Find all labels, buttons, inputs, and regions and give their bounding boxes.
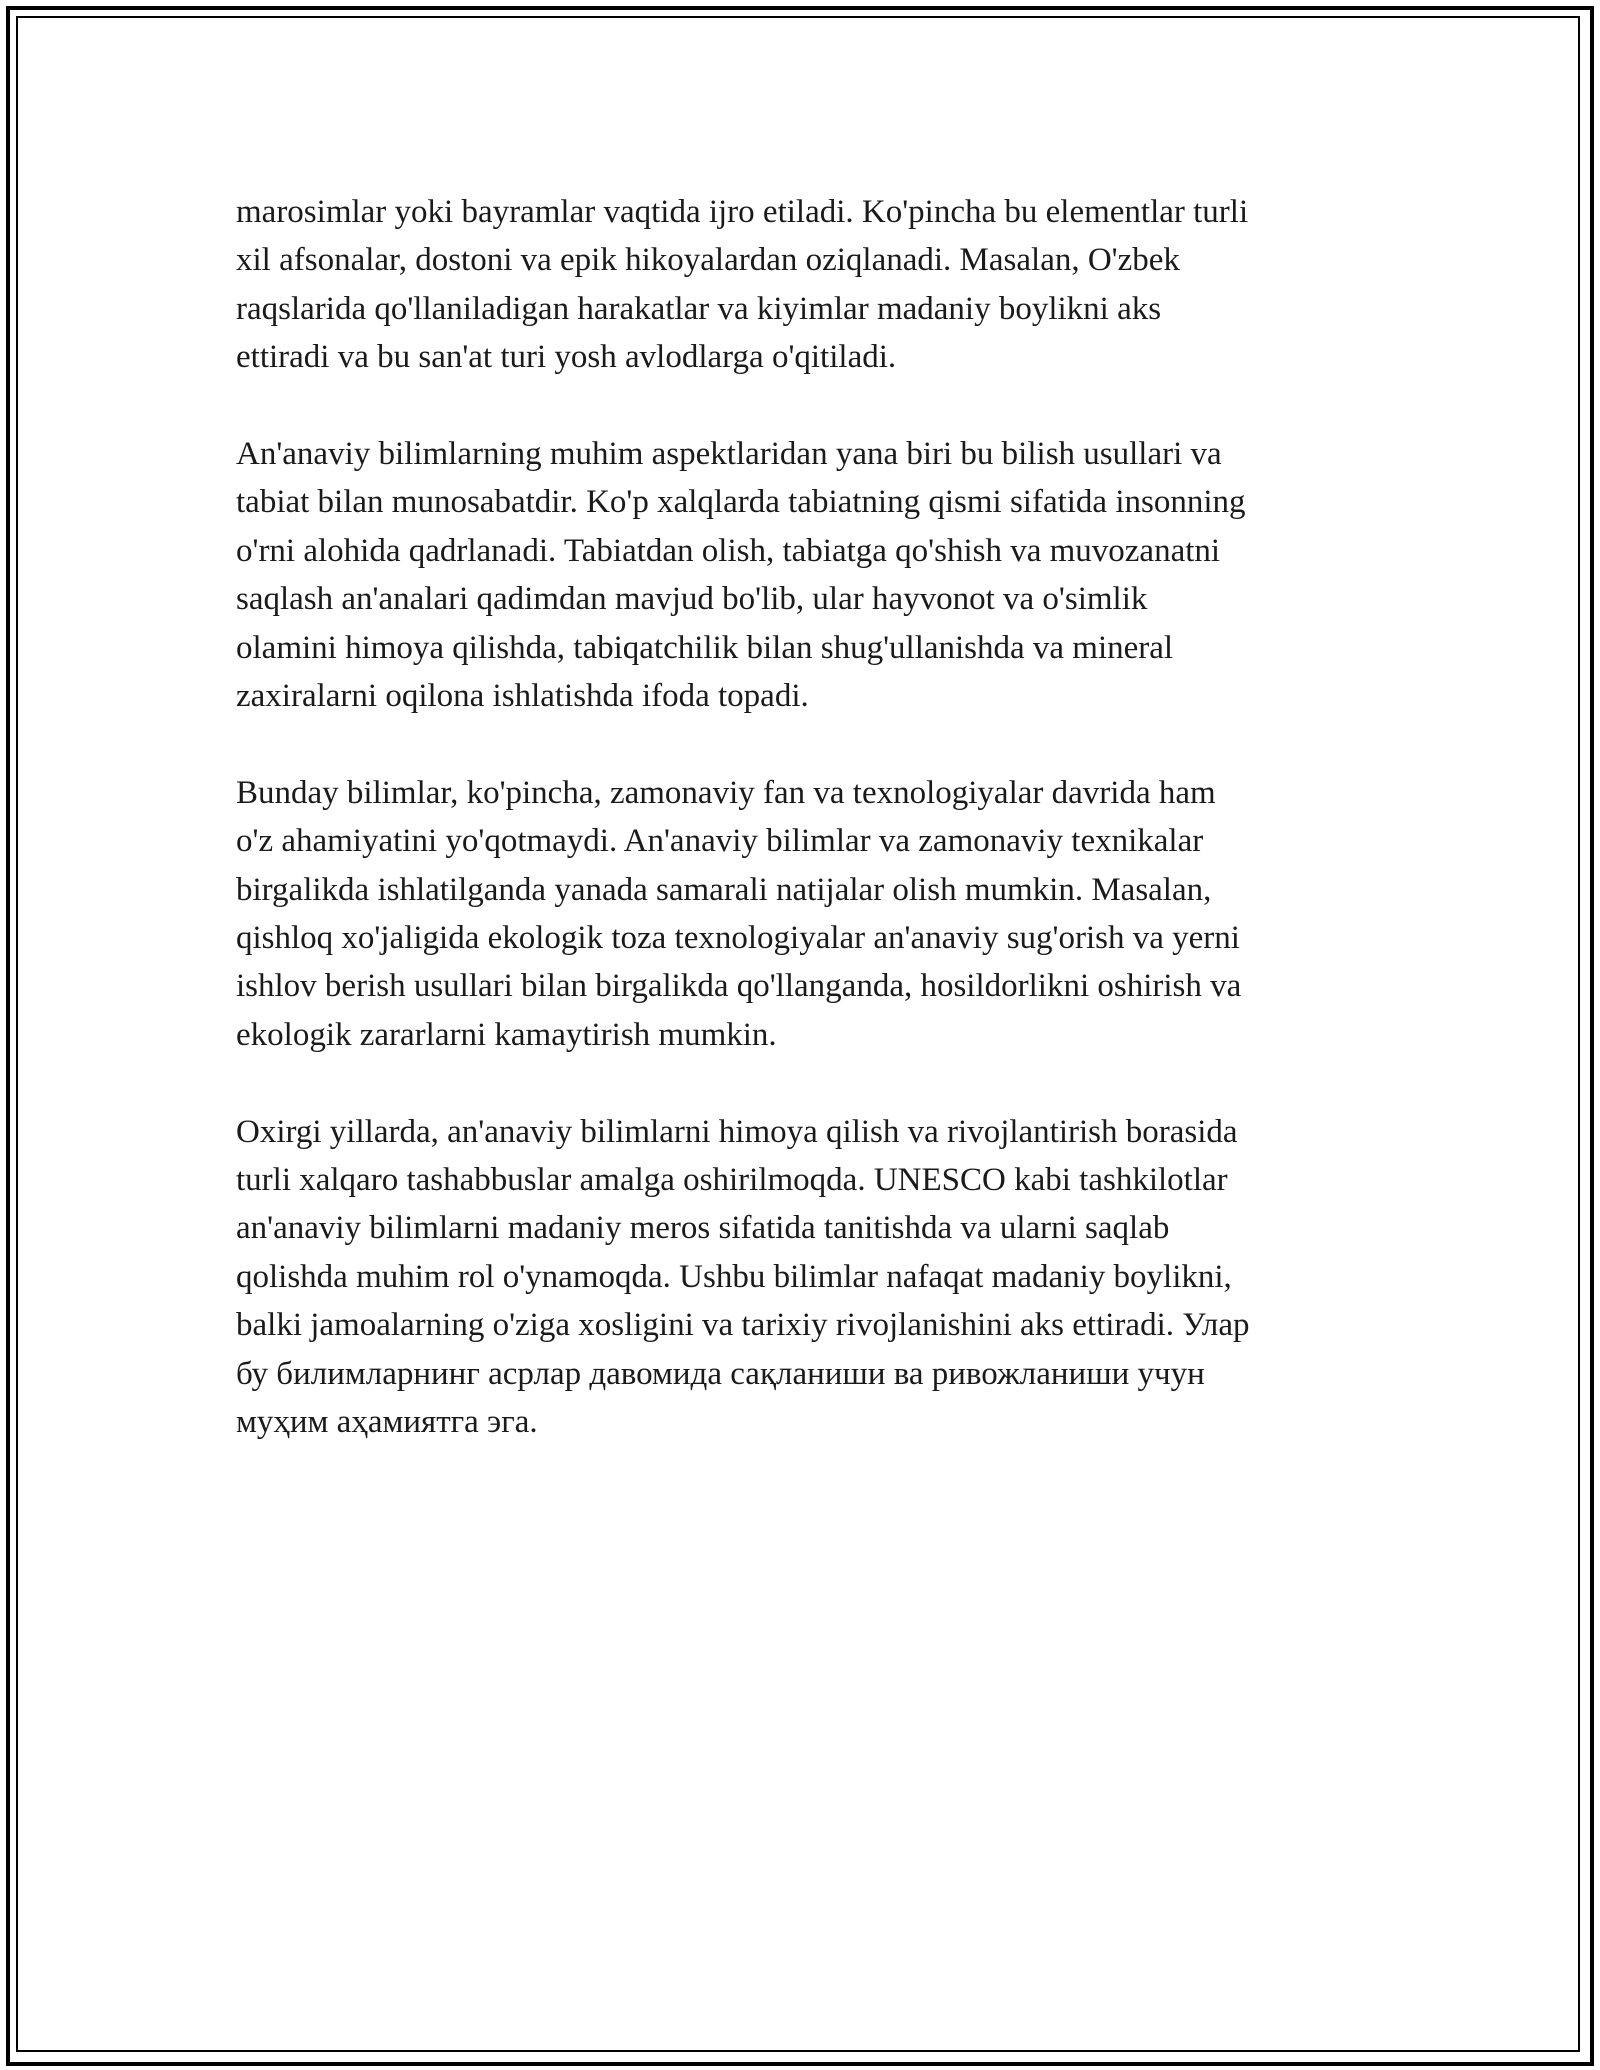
text-line: муҳим аҳамиятга эга. [236,1404,538,1441]
text-line: An'anaviy bilimlarning muhim aspektlaridan yana biri bu bilish usullari va [236,436,1222,473]
text-line: turli xalqaro tashabbuslar amalga oshirilmoqda. UNESCO kabi tashkilotlar [236,1162,1228,1199]
paragraph-4 [236,1108,1386,1447]
paragraph-3 [236,769,1386,1059]
text-line: xil afsonalar, dostoni va epik hikoyalardan oziqlanadi. Masalan, O'zbek [236,242,1180,279]
text-line: o'z ahamiyatini yo'qotmaydi. An'anaviy bilimlar va zamonaviy texnikalar [236,823,1204,860]
text-line: olamini himoya qilishda, tabiqatchilik bilan shug'ullanishda va mineral [236,629,1174,666]
text-line: o'rni alohida qadrlanadi. Tabiatdan olish, tabiatga qo'shish va muvozanatni [236,532,1221,569]
text-line: tabiat bilan munosabatdir. Ko'p xalqlarda tabiatning qismi sifatida insonning [236,484,1246,521]
paragraph-1 [236,188,1386,382]
text-line: Bunday bilimlar, ko'pincha, zamonaviy fan va texnologiyalar davrida ham [236,774,1216,811]
text-line: balki jamoalarning o'ziga xosligini va tarixiy rivojlanishini aks ettiradi. Улар [236,1307,1250,1344]
text-line: qolishda muhim rol o'ynamoqda. Ushbu bilimlar nafaqat madaniy boylikni, [236,1258,1232,1295]
text-line: ishlov berish usullari bilan birgalikda qo'llanganda, hosildorlikni oshirish va [236,968,1242,1005]
paragraph-2 [236,430,1386,720]
text-line: ettiradi va bu san'at turi yosh avlodlarga o'qitiladi. [236,339,897,376]
text-line: saqlash an'analari qadimdan mavjud bo'lib, ular hayvonot va o'simlik [236,581,1148,618]
text-line: birgalikda ishlatilganda yanada samarali natijalar olish mumkin. Masalan, [236,871,1212,908]
text-line: raqslarida qo'llaniladigan harakatlar va kiyimlar madaniy boylikni aks [236,290,1162,327]
text-line: qishloq xo'jaligida ekologik toza texnologiyalar an'anaviy sug'orish va yerni [236,920,1240,957]
text-line: zaxiralarni oqilona ishlatishda ifoda topadi. [236,678,809,715]
text-line: an'anaviy bilimlarni madaniy meros sifatida tanitishda va ularni saqlab [236,1210,1170,1247]
text-line: ekologik zararlarni kamaytirish mumkin. [236,1016,777,1053]
document-body [236,188,1386,1495]
text-line: marosimlar yoki bayramlar vaqtida ijro etiladi. Ko'pincha bu elementlar turli [236,194,1249,230]
text-line: Oxirgi yillarda, an'anaviy bilimlarni himoya qilish va rivojlantirish borasida [236,1113,1238,1150]
text-line: бу билимларнинг асрлар давомида сақланиши ва ривожланиши учун [236,1355,1205,1392]
